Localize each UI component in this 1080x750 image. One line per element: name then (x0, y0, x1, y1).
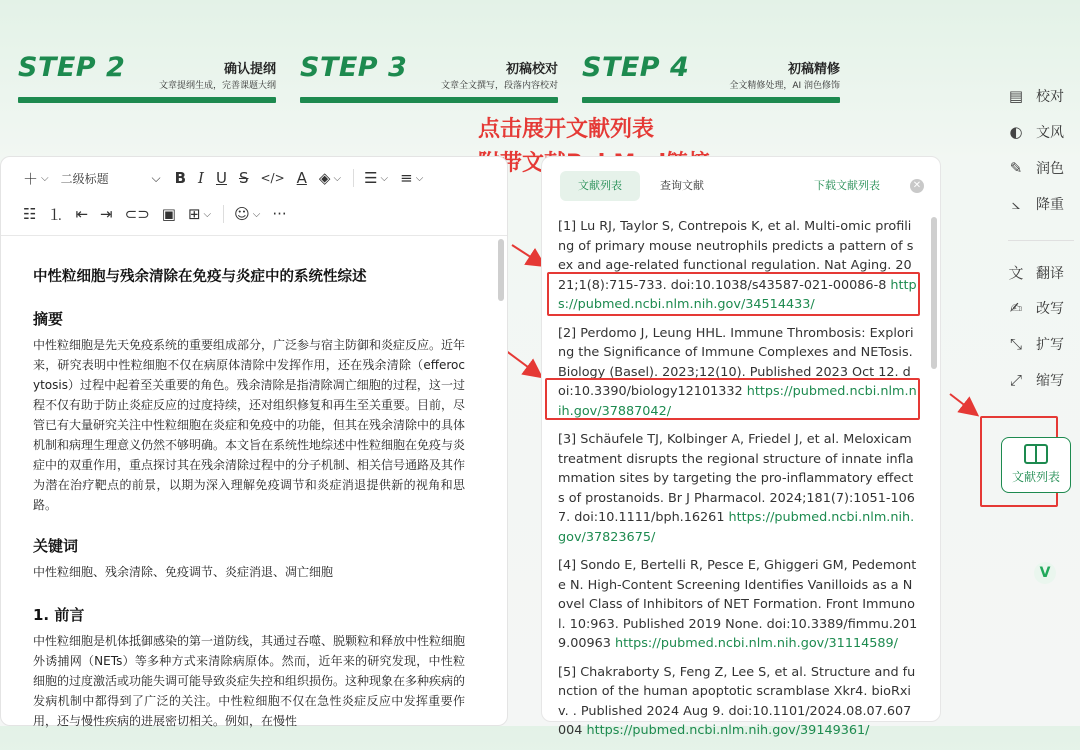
link-icon[interactable]: ⊂⊃ (124, 205, 150, 223)
strikethrough-icon[interactable]: S (238, 169, 249, 187)
step-4 (582, 50, 840, 106)
annotation-line-1: 点击展开文献列表 (478, 117, 655, 142)
arrow-to-ref-list-button (950, 394, 976, 414)
pubmed-link[interactable]: https://pubmed.ncbi.nlm.nih.gov/34514433/ (558, 277, 917, 312)
link-highlight-box-1 (547, 272, 920, 316)
polish-label: 润色 (1036, 161, 1064, 177)
editor-panel (0, 156, 508, 726)
link-highlight-box-2 (545, 378, 920, 420)
reference-tabs (556, 171, 926, 203)
translate-icon: 文 (1008, 264, 1024, 282)
toolbar-divider (223, 205, 224, 223)
trend-down-icon: ⦣ (1011, 195, 1021, 213)
reference-text: [4] Sondo E, Bertelli R, Pesce E, Ghiggeri GM, Pedemonte N. High-Content Screening Identifies Vanilloids as a Novel Class of Inhibitors of NET Formation. Front Immunol. 10:963. Published 2019 None. doi:10.3389/fimmu.2019.00963 (558, 558, 918, 651)
step-progress-bar (18, 97, 276, 103)
shrink-button[interactable] (1006, 370, 1064, 390)
abstract-paragraph: 中性粒细胞是先天免疫系统的重要组成部分，广泛参与宿主防御和炎症反应。近年来，研究表明中性粒细胞不仅在病原体清除中发挥作用，还在残余清除（efferocytosis）过程中起着至关重要的角色。残余清除是指清除凋亡细胞的过程，这一过程不仅有助于防止炎症反应的过度持续，还对组织修复和再生至关重要。目前，尽管已有大量研究关注中性粒细胞在炎症和免疫中的功能，但其在残余清除中的具体机制和病理生理意义仍然不够明确。本文旨在系统性地综述中性粒细胞在免疫与炎症中的双重作用，重点探讨其在残余清除过程中的分子机制、相关信号通路及其作为潜在治疗靶点的前景，以期为深入理解免疫调节和炎症消退提供新的视角和思路。 (33, 338, 466, 512)
image-icon[interactable]: ▣ (161, 205, 176, 223)
table-icon[interactable]: ⊞ ⌵ (187, 205, 212, 223)
toolbar-divider-line (1, 235, 507, 236)
right-toolbar (980, 0, 1080, 726)
reference-text: [3] Schäufele TJ, Kolbinger A, Friedel J, et al. Meloxicam treatment disrupts the regional structure of innate inflammation sites by targeting the pro-inflammatory effects of prostanoids. Br J Pharmacol. 2024;181(7):1051-1067. doi:10.1111/bph.16261 (558, 432, 915, 525)
step-description: 文章提纲生成，完善课题大纲 (158, 81, 276, 91)
reduce-label: 降重 (1036, 197, 1064, 213)
italic-icon[interactable]: I (198, 169, 204, 187)
reference-item (558, 556, 918, 654)
step-progress-bar (582, 97, 840, 103)
step-number: STEP 3 (300, 52, 408, 83)
arrow-to-ref-2 (505, 350, 540, 376)
emoji-icon[interactable]: ☺ ⌵ (234, 205, 261, 223)
polish-button[interactable] (1006, 158, 1064, 178)
bullet-list-icon[interactable]: ☷ (23, 205, 37, 223)
translate-label: 翻译 (1036, 265, 1064, 282)
intro-paragraph: 中性粒细胞是机体抵御感染的第一道防线，其通过吞噬、脱颗粒和释放中性粒细胞外诱捕网（NETs）等多种方式来清除病原体。然而，近年来的研究发现，中性粒细胞的过度激活或功能失调可能导致炎症失控和组织损伤。这种现象在多种疾病的发病机制中都得到了广泛的关注。中性粒细胞不仅在急性炎症反应中发挥重要作用，还与慢性疾病的进展密切相关。例如，在慢性 (33, 634, 466, 728)
pubmed-link[interactable]: https://pubmed.ncbi.nlm.nih.gov/37823675/ (558, 510, 915, 545)
expand-icon: ⤡ (1009, 335, 1022, 353)
intro-heading: 1. 前言 (33, 606, 85, 624)
more-icon[interactable]: ··· (272, 205, 287, 223)
reference-text: [1] Lu RJ, Taylor S, Contrepois K, et al. Multi-omic profiling of primary mouse neutrophils predicts a pattern of sex and age-related functional regulation. Nat Aging. 2021;1(8):715-733. doi:10.1038/s43587-021-00086-8 (558, 219, 914, 293)
tab-search-reference[interactable]: 查询文献 (660, 179, 704, 192)
document-title: 中性粒细胞与残余清除在免疫与炎症中的系统性综述 (33, 269, 367, 285)
shrink-label: 缩写 (1036, 373, 1064, 389)
proofread-button[interactable] (1006, 86, 1064, 106)
toolbar-divider (1008, 240, 1074, 241)
font-color-icon[interactable]: A (296, 169, 307, 187)
reference-scrollbar[interactable] (931, 217, 937, 369)
translate-button[interactable] (1006, 262, 1064, 283)
step-progress-bar (300, 97, 558, 103)
indent-icon[interactable]: ⇥ (100, 205, 113, 223)
underline-icon[interactable]: U (215, 169, 227, 187)
reference-list-button[interactable] (1001, 437, 1071, 493)
expand-label: 扩写 (1036, 337, 1064, 353)
bold-icon[interactable]: B (174, 169, 187, 187)
step-2 (18, 50, 276, 106)
keywords-heading: 关键词 (33, 537, 79, 555)
step-title: 初稿校对 (505, 62, 558, 77)
pubmed-link[interactable]: https://pubmed.ncbi.nlm.nih.gov/39149361/ (586, 723, 870, 738)
rewrite-icon: ✍ (1009, 299, 1023, 317)
tab-reference-list[interactable]: 文献列表 (560, 171, 640, 201)
toolbar-divider (353, 169, 354, 187)
line-height-icon[interactable]: ≡ ⌵ (400, 169, 424, 187)
style-button[interactable] (1006, 122, 1064, 142)
style-label: 文风 (1036, 125, 1064, 141)
step-description: 全文精修处理，AI 润色修饰 (729, 81, 840, 91)
rewrite-label: 改写 (1036, 301, 1064, 317)
pubmed-link[interactable]: https://pubmed.ncbi.nlm.nih.gov/31114589/ (615, 636, 898, 651)
code-icon[interactable]: </> (260, 171, 285, 185)
numbered-list-icon[interactable]: ⒈ (48, 205, 64, 224)
toolbar-row-2 (23, 201, 299, 227)
abstract-heading: 摘要 (33, 310, 64, 328)
outdent-icon[interactable]: ⇤ (75, 205, 89, 223)
step-title: 确认提纲 (223, 62, 276, 77)
close-icon[interactable]: ✕ (910, 179, 924, 193)
keywords-paragraph: 中性粒细胞、残余清除、免疫调节、炎症消退、凋亡细胞 (33, 565, 334, 579)
reference-list-label: 文献列表 (1011, 470, 1060, 484)
download-reference-list-button[interactable]: 下载文献列表 (814, 179, 880, 192)
expand-button[interactable] (1006, 334, 1064, 354)
book-icon (1024, 444, 1048, 464)
step-description: 文章全文撰写，段落内容校对 (440, 81, 558, 91)
document-body[interactable] (33, 265, 465, 731)
arrow-to-ref-1 (512, 245, 543, 265)
app-logo: V (1034, 562, 1056, 584)
step-number: STEP 4 (582, 52, 690, 83)
step-title: 初稿精修 (787, 62, 840, 77)
step-number: STEP 2 (18, 52, 126, 83)
reference-panel (541, 156, 941, 738)
proofread-label: 校对 (1036, 89, 1064, 105)
reference-item (558, 663, 918, 741)
heading-select-value: 二级标题 (60, 171, 109, 186)
heading-select[interactable] (61, 170, 161, 187)
step-3 (300, 50, 558, 106)
palette-icon: ◐ (1009, 123, 1023, 141)
align-icon[interactable]: ☰ ⌵ (364, 169, 389, 187)
editor-scrollbar[interactable] (498, 239, 504, 301)
reference-item (558, 430, 918, 547)
proofread-icon: ▤ (1008, 87, 1024, 105)
reference-text: [5] Chakraborty S, Feng Z, Lee S, et al. Structure and function of the human apoptotic scramblase Xkr4. bioRxiv. . Published 2024 Aug 9. doi:10.1101/2024.08.07.607004 (558, 664, 916, 738)
plus-icon[interactable]: ＋ ⌵ (23, 169, 49, 188)
highlight-icon[interactable]: ◈ ⌵ (318, 169, 342, 187)
rewrite-button[interactable] (1006, 298, 1064, 318)
magic-pen-icon: ✎ (1009, 159, 1023, 177)
pubmed-link[interactable]: https://pubmed.ncbi.nlm.nih.gov/37887042/ (558, 384, 917, 419)
reduce-button[interactable] (1006, 194, 1064, 214)
chevron-down-icon: ⌵ (151, 170, 161, 185)
toolbar-row-1 (23, 165, 435, 191)
reference-text: [2] Perdomo J, Leung HHL. Immune Thrombosis: Exploring the Significance of Immune Complexes and NETosis. Biology (Basel). 2023;12(10). Published 2023 Oct 12. doi:10.3390/biology12101332 (558, 325, 914, 399)
shrink-icon: ⤢ (1009, 371, 1022, 389)
